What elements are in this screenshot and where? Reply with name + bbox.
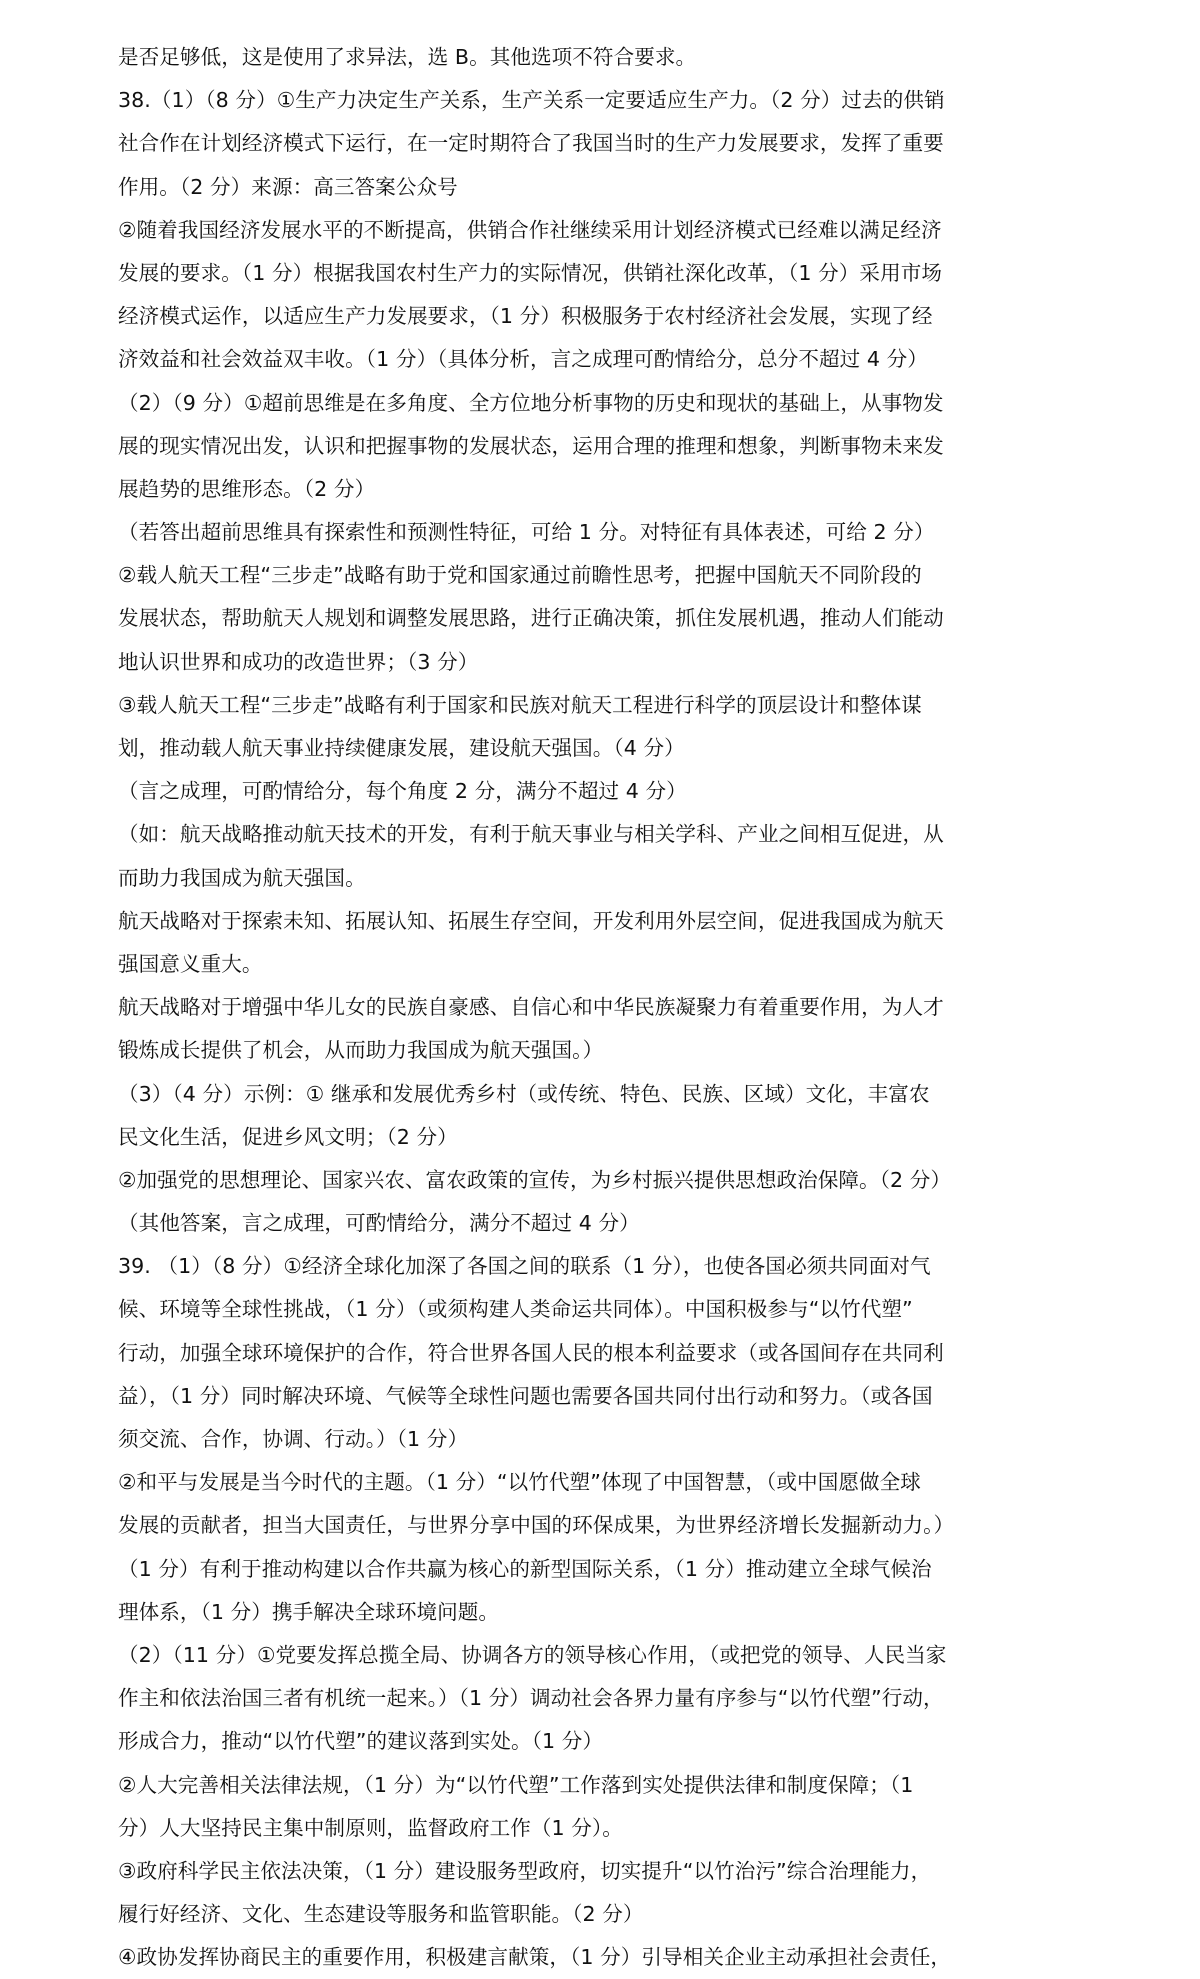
text-line: 济效益和社会效益双丰收。（1 分）（具体分析，言之成理可酌情给分，总分不超过 4 分） — [118, 347, 928, 372]
text-line: 行动，加强全球环境保护的合作，符合世界各国人民的根本利益要求（或各国间存在共同利 — [118, 1340, 944, 1365]
text-line: （1 分）有利于推动构建以合作共赢为核心的新型国际关系，（1 分）推动建立全球气候治 — [118, 1556, 932, 1581]
text-line: 理体系，（1 分）携手解决全球环境问题。 — [118, 1599, 500, 1624]
text-line: 展趋势的思维形态。（2 分） — [118, 476, 376, 501]
text-line: 益），（1 分）同时解决环境、气候等全球性问题也需要各国共同付出行动和努力。（或各国 — [118, 1383, 933, 1408]
text-line: ④政协发挥协商民主的重要作用，积极建言献策，（1 分）引导相关企业主动承担社会责任， — [118, 1945, 952, 1970]
text-line: 候、环境等全球性挑战，（1 分）（或须构建人类命运共同体）。中国积极参与“以竹代塑” — [118, 1297, 913, 1322]
text-line: 社合作在计划经济模式下运行，在一定时期符合了我国当时的生产力发展要求，发挥了重要 — [118, 131, 944, 156]
text-line: 划，推动载人航天事业持续健康发展，建设航天强国。（4 分） — [118, 736, 685, 760]
text-line: （如：航天战略推动航天技术的开发，有利于航天事业与相关学科、产业之间相互促进，从 — [118, 822, 944, 847]
text-line: ③政府科学民主依法决策，（1 分）建设服务型政府，切实提升“以竹治污”综合治理能力， — [118, 1858, 932, 1883]
text-line: ②加强党的思想理论、国家兴农、富农政策的宣传，为乡村振兴提供思想政治保障。（2 分） — [118, 1167, 952, 1192]
question-39-part-1: 39. （1）（8 分）①经济全球化加深了各国之间的联系（1 分），也使各国必须共同面对气 — [118, 1254, 931, 1279]
text-line: 形成合力，推动“以竹代塑”的建议落到实处。（1 分） — [118, 1729, 604, 1754]
text-line: 民文化生活，促进乡风文明；（2 分） — [118, 1124, 458, 1149]
text-line: 展的现实情况出发，认识和把握事物的发展状态，运用合理的推理和想象，判断事物未来发 — [118, 433, 944, 458]
text-line: ②人大完善相关法律法规，（1 分）为“以竹代塑”工作落到实处提供法律和制度保障；（1 — [118, 1772, 914, 1797]
text-line: 发展状态，帮助航天人规划和调整发展思路，进行正确决策，抓住发展机遇，推动人们能动 — [118, 606, 944, 631]
question-38-part-1: 38.（1）（8 分）①生产力决定生产关系，生产关系一定要适应生产力。（2 分）过去的供销 — [118, 88, 945, 113]
text-line: （其他答案，言之成理，可酌情给分，满分不超过 4 分） — [118, 1211, 640, 1236]
text-line: 航天战略对于增强中华儿女的民族自豪感、自信心和中华民族凝聚力有着重要作用，为人才 — [118, 995, 944, 1020]
text-line: ②载人航天工程“三步走”战略有助于党和国家通过前瞻性思考，把握中国航天不同阶段的 — [118, 563, 922, 588]
text-line: 地认识世界和成功的改造世界；（3 分） — [118, 649, 479, 674]
text-line: 而助力我国成为航天强国。 — [118, 865, 366, 890]
text-line: 作用。（2 分）来源：高三答案公众号 — [118, 174, 458, 199]
text-line: 强国意义重大。 — [118, 951, 263, 976]
text-line: 发展的要求。（1 分）根据我国农村生产力的实际情况，供销社深化改革，（1 分）采用市场 — [118, 260, 942, 285]
text-line: ②随着我国经济发展水平的不断提高，供销合作社继续采用计划经济模式已经难以满足经济 — [118, 217, 942, 242]
text-line: ③载人航天工程“三步走”战略有利于国家和民族对航天工程进行科学的顶层设计和整体谋 — [118, 692, 922, 717]
text-line: 分）人大坚持民主集中制原则，监督政府工作（1 分）。 — [118, 1815, 623, 1840]
text-line: 航天战略对于探索未知、拓展认知、拓展生存空间，开发利用外层空间，促进我国成为航天 — [118, 908, 944, 933]
text-line: 作主和依法治国三者有机统一起来。）（1 分）调动社会各界力量有序参与“以竹代塑”行动， — [118, 1686, 944, 1711]
text-line: 锻炼成长提供了机会，从而助力我国成为航天强国。） — [118, 1038, 604, 1063]
question-38-part-2: （2）（9 分）①超前思维是在多角度、全方位地分析事物的历史和现状的基础上，从事物发 — [118, 390, 944, 415]
question-39-part-2: （2）（11 分）①党要发挥总揽全局、协调各方的领导核心作用，（或把党的领导、人民当家 — [118, 1642, 947, 1667]
text-line: 须交流、合作，协调、行动。）（1 分） — [118, 1427, 469, 1451]
text-line: 履行好经济、文化、生态建设等服务和监管职能。（2 分） — [118, 1902, 644, 1927]
text-line: 经济模式运作，以适应生产力发展要求，（1 分）积极服务于农村经济社会发展，实现了经 — [118, 304, 933, 329]
text-line: （言之成理，可酌情给分，每个角度 2 分，满分不超过 4 分） — [118, 779, 687, 804]
question-38-part-3: （3）（4 分）示例：① 继承和发展优秀乡村（或传统、特色、民族、区域）文化，丰富农 — [118, 1081, 930, 1106]
text-line: 发展的贡献者，担当大国责任，与世界分享中国的环保成果，为世界经济增长发掘新动力。） — [118, 1513, 955, 1538]
text-line: ②和平与发展是当今时代的主题。（1 分）“以竹代塑”体现了中国智慧，（或中国愿做全球 — [118, 1470, 921, 1495]
text-line: （若答出超前思维具有探索性和预测性特征，可给 1 分。对特征有具体表述，可给 2 分） — [118, 520, 935, 545]
text-line: 是否足够低，这是使用了求异法，选 B。其他选项不符合要求。 — [118, 45, 697, 69]
